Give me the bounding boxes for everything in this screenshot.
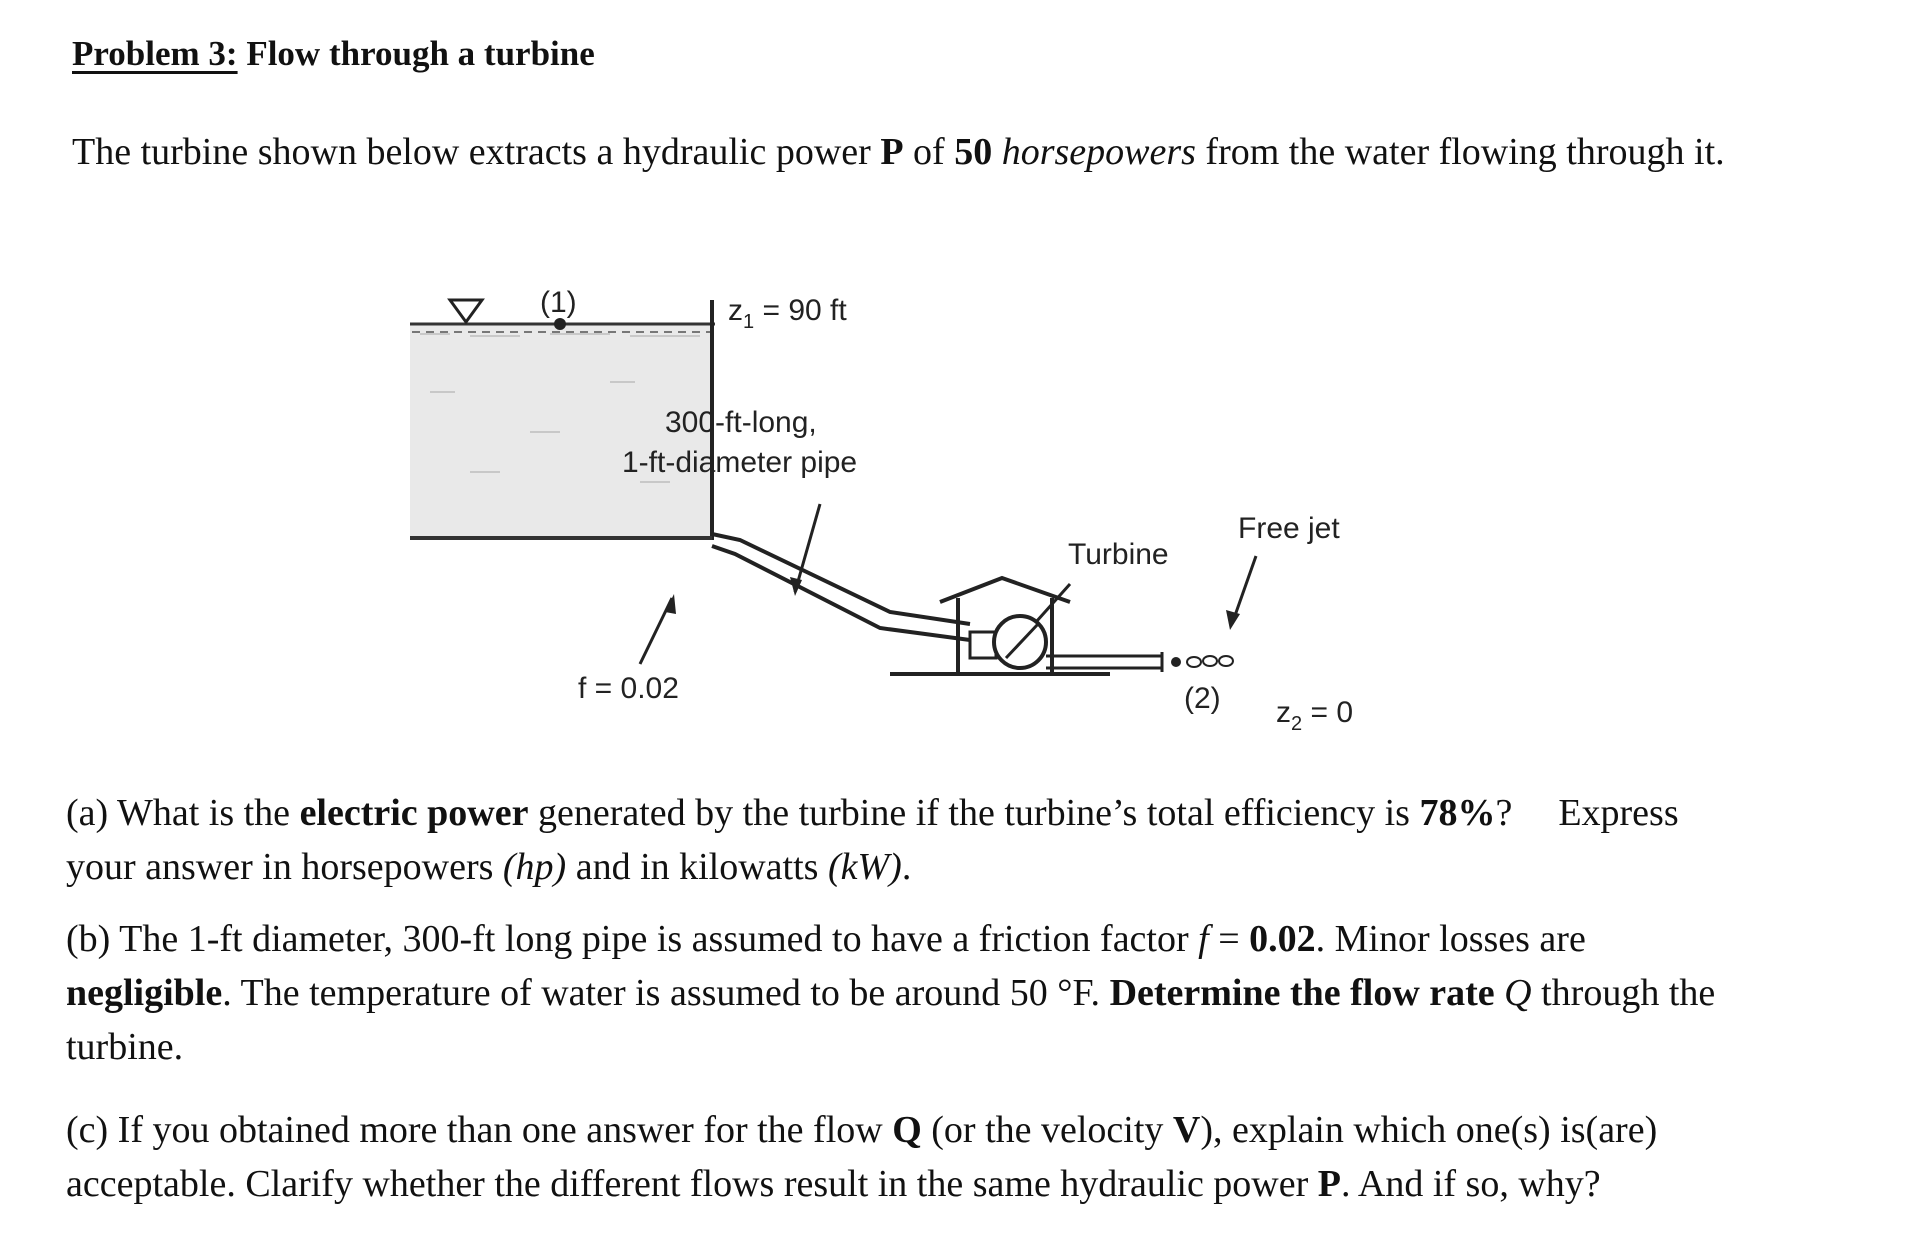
flow-symbol: Q [892, 1109, 922, 1151]
z2-symbol: z [1276, 696, 1291, 729]
turbine-inlet-box [970, 632, 996, 658]
intro-text: of [903, 131, 955, 173]
point-1-label: (1) [540, 286, 577, 319]
question-text: . The temperature of water is assumed to be around 50 °F. [222, 972, 1110, 1014]
intro-text: The turbine shown below extracts a hydraulic power [72, 131, 881, 173]
z1-label [728, 294, 847, 333]
free-jet-label: Free jet [1238, 512, 1340, 545]
question-text: generated by the turbine if the turbine’s total efficiency is [528, 792, 1420, 834]
friction-value: 0.02 [1249, 918, 1316, 960]
power-symbol: P [880, 131, 904, 173]
jet-droplet [1187, 657, 1201, 667]
free-jet-arrow-head-icon [1226, 610, 1240, 630]
z1-subscript: 1 [743, 311, 755, 333]
question-b [66, 912, 1876, 1074]
pipe-bottom-edge [712, 546, 970, 640]
question-emphasis: electric power [299, 792, 529, 834]
free-surface-triangle-icon [450, 300, 482, 322]
turbine-label: Turbine [1068, 538, 1169, 571]
question-text: ), explain which one(s) is(are) [1200, 1109, 1658, 1151]
question-text: . And if so, why? [1341, 1163, 1601, 1205]
pipe-label-line2: 1-ft-diameter pipe [622, 446, 858, 479]
question-b-line3: turbine. [66, 1026, 184, 1068]
pipe-label-line1: 300-ft-long, [665, 406, 817, 439]
question-text: ? [1495, 792, 1513, 834]
question-emphasis: negligible [66, 972, 223, 1014]
problem-number: Problem 3: [72, 34, 238, 73]
intro-text [992, 131, 1002, 173]
question-b-line2 [66, 966, 1876, 1020]
question-a-line1 [66, 786, 1876, 840]
question-text: your answer in horsepowers [66, 846, 503, 888]
unit-hp: (hp) [502, 846, 567, 888]
question-text: Express [1558, 792, 1679, 834]
question-text: (a) What is the [66, 792, 300, 834]
question-a-line2 [66, 840, 1876, 894]
z1-value: = 90 ft [754, 294, 847, 327]
question-text: . Minor losses are [1315, 918, 1586, 960]
point-1-dot [554, 318, 566, 330]
turbine-diagram [410, 272, 1360, 762]
unit-kw: (kW) [827, 846, 902, 888]
power-unit: horsepowers [1001, 131, 1196, 173]
jet-droplet [1219, 656, 1233, 666]
point-2-label: (2) [1184, 682, 1221, 715]
velocity-symbol: V [1172, 1109, 1201, 1151]
z2-label [1276, 696, 1353, 735]
power-symbol: P [1317, 1163, 1341, 1205]
z2-value: = 0 [1302, 696, 1353, 729]
question-emphasis: Determine the flow rate [1109, 972, 1505, 1014]
question-c-line1 [66, 1103, 1876, 1157]
efficiency-value: 78% [1419, 792, 1496, 834]
question-b-line1 [66, 912, 1876, 966]
question-text: through the [1531, 972, 1716, 1014]
jet-droplet [1203, 656, 1217, 666]
question-text: (c) If you obtained more than one answer for the flow [66, 1109, 893, 1151]
friction-arrow-head-icon [665, 594, 676, 614]
friction-symbol: f [1198, 918, 1209, 960]
friction-label: f = 0.02 [578, 672, 679, 705]
question-text: (or the velocity [921, 1109, 1173, 1151]
question-text: . [901, 846, 912, 888]
z2-subscript: 2 [1291, 713, 1303, 735]
intro-paragraph [72, 130, 1725, 174]
intro-text: from the water flowing through it. [1195, 131, 1725, 173]
question-c-line2 [66, 1157, 1876, 1211]
problem-title [72, 34, 595, 74]
jet-droplet [1171, 657, 1181, 667]
question-text: and in kilowatts [566, 846, 828, 888]
pipe-top-edge [712, 534, 970, 624]
question-c [66, 1103, 1876, 1211]
z1-symbol: z [728, 294, 743, 327]
flow-symbol: Q [1504, 972, 1532, 1014]
question-text: = [1208, 918, 1250, 960]
turbine-diagram-svg [410, 272, 1360, 762]
question-a [66, 786, 1876, 894]
question-text: acceptable. Clarify whether the different flows result in the same hydraulic power [66, 1163, 1318, 1205]
question-text: (b) The 1-ft diameter, 300-ft long pipe is assumed to have a friction factor [66, 918, 1199, 960]
problem-title-text: Flow through a turbine [246, 34, 595, 73]
power-value: 50 [954, 131, 993, 173]
